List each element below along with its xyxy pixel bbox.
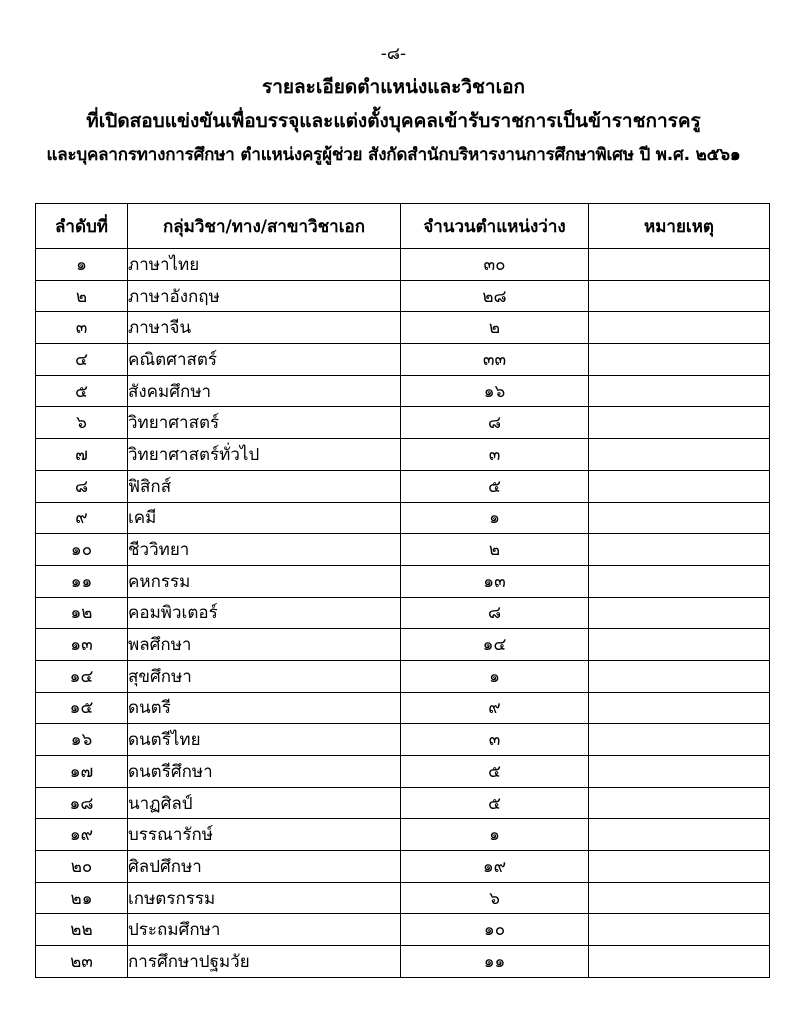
header-remark: หมายเหตุ: [589, 204, 770, 249]
table-row: [36, 470, 770, 502]
table-row: [36, 851, 770, 883]
row-remark: [589, 280, 770, 312]
row-vacancies: ๑: [401, 502, 589, 534]
row-vacancies: ๕: [401, 756, 589, 788]
row-number: ๑๘: [36, 787, 128, 819]
row-vacancies: ๑: [401, 660, 589, 692]
row-vacancies: ๘: [401, 597, 589, 629]
table-row: [36, 249, 770, 281]
row-subject: คอมพิวเตอร์: [128, 597, 401, 629]
row-remark: [589, 914, 770, 946]
row-number: ๘: [36, 470, 128, 502]
row-vacancies: ๒: [401, 312, 589, 344]
table-row: [36, 407, 770, 439]
row-subject: ฟิสิกส์: [128, 470, 401, 502]
table-row: [36, 565, 770, 597]
document-title: รายละเอียดตำแหน่งและวิชาเอก: [261, 76, 525, 98]
table-row: [36, 502, 770, 534]
row-subject: บรรณารักษ์: [128, 819, 401, 851]
header-vacancies: จำนวนตำแหน่งว่าง: [401, 204, 589, 249]
row-remark: [589, 660, 770, 692]
row-number: ๒: [36, 280, 128, 312]
row-vacancies: ๓๓: [401, 344, 589, 376]
row-remark: [589, 819, 770, 851]
row-subject: คณิตศาสตร์: [128, 344, 401, 376]
table-header-row: [36, 204, 770, 249]
row-vacancies: ๒๘: [401, 280, 589, 312]
row-subject: นาฏศิลป์: [128, 787, 401, 819]
table-row: [36, 375, 770, 407]
row-remark: [589, 882, 770, 914]
row-vacancies: ๖: [401, 882, 589, 914]
row-remark: [589, 756, 770, 788]
document-subtitle: ที่เปิดสอบแข่งขันเพื่อบรรจุและแต่งตั้งบุคคลเข้ารับราชการเป็นข้าราชการครู: [86, 110, 701, 132]
row-number: ๑๗: [36, 756, 128, 788]
row-remark: [589, 470, 770, 502]
row-number: ๑๙: [36, 819, 128, 851]
row-subject: ศิลปศึกษา: [128, 851, 401, 883]
header-no: ลำดับที่: [36, 204, 128, 249]
row-number: ๑: [36, 249, 128, 281]
row-vacancies: ๑๔: [401, 629, 589, 661]
table-row: [36, 280, 770, 312]
table-body: [36, 249, 770, 978]
row-subject: ภาษาอังกฤษ: [128, 280, 401, 312]
row-number: ๑๔: [36, 660, 128, 692]
row-remark: [589, 724, 770, 756]
row-remark: [589, 407, 770, 439]
table-row: [36, 344, 770, 376]
row-remark: [589, 629, 770, 661]
table-row: [36, 756, 770, 788]
header-subject: กลุ่มวิชา/ทาง/สาขาวิชาเอก: [128, 204, 401, 249]
row-remark: [589, 565, 770, 597]
row-number: ๑๑: [36, 565, 128, 597]
row-vacancies: ๘: [401, 407, 589, 439]
row-number: ๒๑: [36, 882, 128, 914]
row-number: ๑๐: [36, 534, 128, 566]
row-vacancies: ๑๐: [401, 914, 589, 946]
table-row: [36, 660, 770, 692]
row-vacancies: ๒: [401, 534, 589, 566]
document-subtitle-detail: และบุคลากรทางการศึกษา ตำแหน่งครูผู้ช่วย สังกัดสำนักบริหารงานการศึกษาพิเศษ ปี พ.ศ. ๒๕๖๑: [46, 145, 741, 165]
row-vacancies: ๑: [401, 819, 589, 851]
row-remark: [589, 249, 770, 281]
row-number: ๙: [36, 502, 128, 534]
row-remark: [589, 344, 770, 376]
row-number: ๖: [36, 407, 128, 439]
row-subject: ประถมศึกษา: [128, 914, 401, 946]
row-remark: [589, 439, 770, 471]
row-number: ๒๐: [36, 851, 128, 883]
row-remark: [589, 692, 770, 724]
row-remark: [589, 502, 770, 534]
row-number: ๑๓: [36, 629, 128, 661]
row-subject: ดนตรีศึกษา: [128, 756, 401, 788]
row-number: ๒๓: [36, 946, 128, 978]
table-row: [36, 819, 770, 851]
row-remark: [589, 534, 770, 566]
row-vacancies: ๑๖: [401, 375, 589, 407]
row-subject: การศึกษาปฐมวัย: [128, 946, 401, 978]
row-subject: พลศึกษา: [128, 629, 401, 661]
row-subject: ภาษาไทย: [128, 249, 401, 281]
row-number: ๔: [36, 344, 128, 376]
row-subject: สังคมศึกษา: [128, 375, 401, 407]
row-vacancies: ๕: [401, 470, 589, 502]
table-row: [36, 439, 770, 471]
row-remark: [589, 597, 770, 629]
row-vacancies: ๓: [401, 439, 589, 471]
row-number: ๗: [36, 439, 128, 471]
table-row: [36, 787, 770, 819]
table-row: [36, 629, 770, 661]
row-vacancies: ๑๙: [401, 851, 589, 883]
row-vacancies: ๑๓: [401, 565, 589, 597]
row-subject: เคมี: [128, 502, 401, 534]
row-subject: ชีววิทยา: [128, 534, 401, 566]
table-row: [36, 597, 770, 629]
row-number: ๑๒: [36, 597, 128, 629]
page-number: -๘-: [380, 44, 407, 64]
row-remark: [589, 787, 770, 819]
row-vacancies: ๑๑: [401, 946, 589, 978]
row-remark: [589, 946, 770, 978]
row-subject: วิทยาศาสตร์ทั่วไป: [128, 439, 401, 471]
table-row: [36, 882, 770, 914]
row-remark: [589, 851, 770, 883]
row-remark: [589, 375, 770, 407]
row-remark: [589, 312, 770, 344]
row-subject: ภาษาจีน: [128, 312, 401, 344]
row-vacancies: ๙: [401, 692, 589, 724]
row-number: ๑๕: [36, 692, 128, 724]
table-row: [36, 312, 770, 344]
row-number: ๓: [36, 312, 128, 344]
table-row: [36, 914, 770, 946]
table-row: [36, 946, 770, 978]
row-subject: ดนตรี: [128, 692, 401, 724]
row-vacancies: ๓: [401, 724, 589, 756]
row-subject: คหกรรม: [128, 565, 401, 597]
row-subject: ดนตรีไทย: [128, 724, 401, 756]
row-number: ๒๒: [36, 914, 128, 946]
row-number: ๑๖: [36, 724, 128, 756]
row-number: ๕: [36, 375, 128, 407]
row-subject: วิทยาศาสตร์: [128, 407, 401, 439]
table-row: [36, 724, 770, 756]
row-subject: สุขศึกษา: [128, 660, 401, 692]
row-vacancies: ๓๐: [401, 249, 589, 281]
vacancy-table: [35, 203, 770, 978]
table-row: [36, 534, 770, 566]
row-subject: เกษตรกรรม: [128, 882, 401, 914]
row-vacancies: ๕: [401, 787, 589, 819]
table-row: [36, 692, 770, 724]
